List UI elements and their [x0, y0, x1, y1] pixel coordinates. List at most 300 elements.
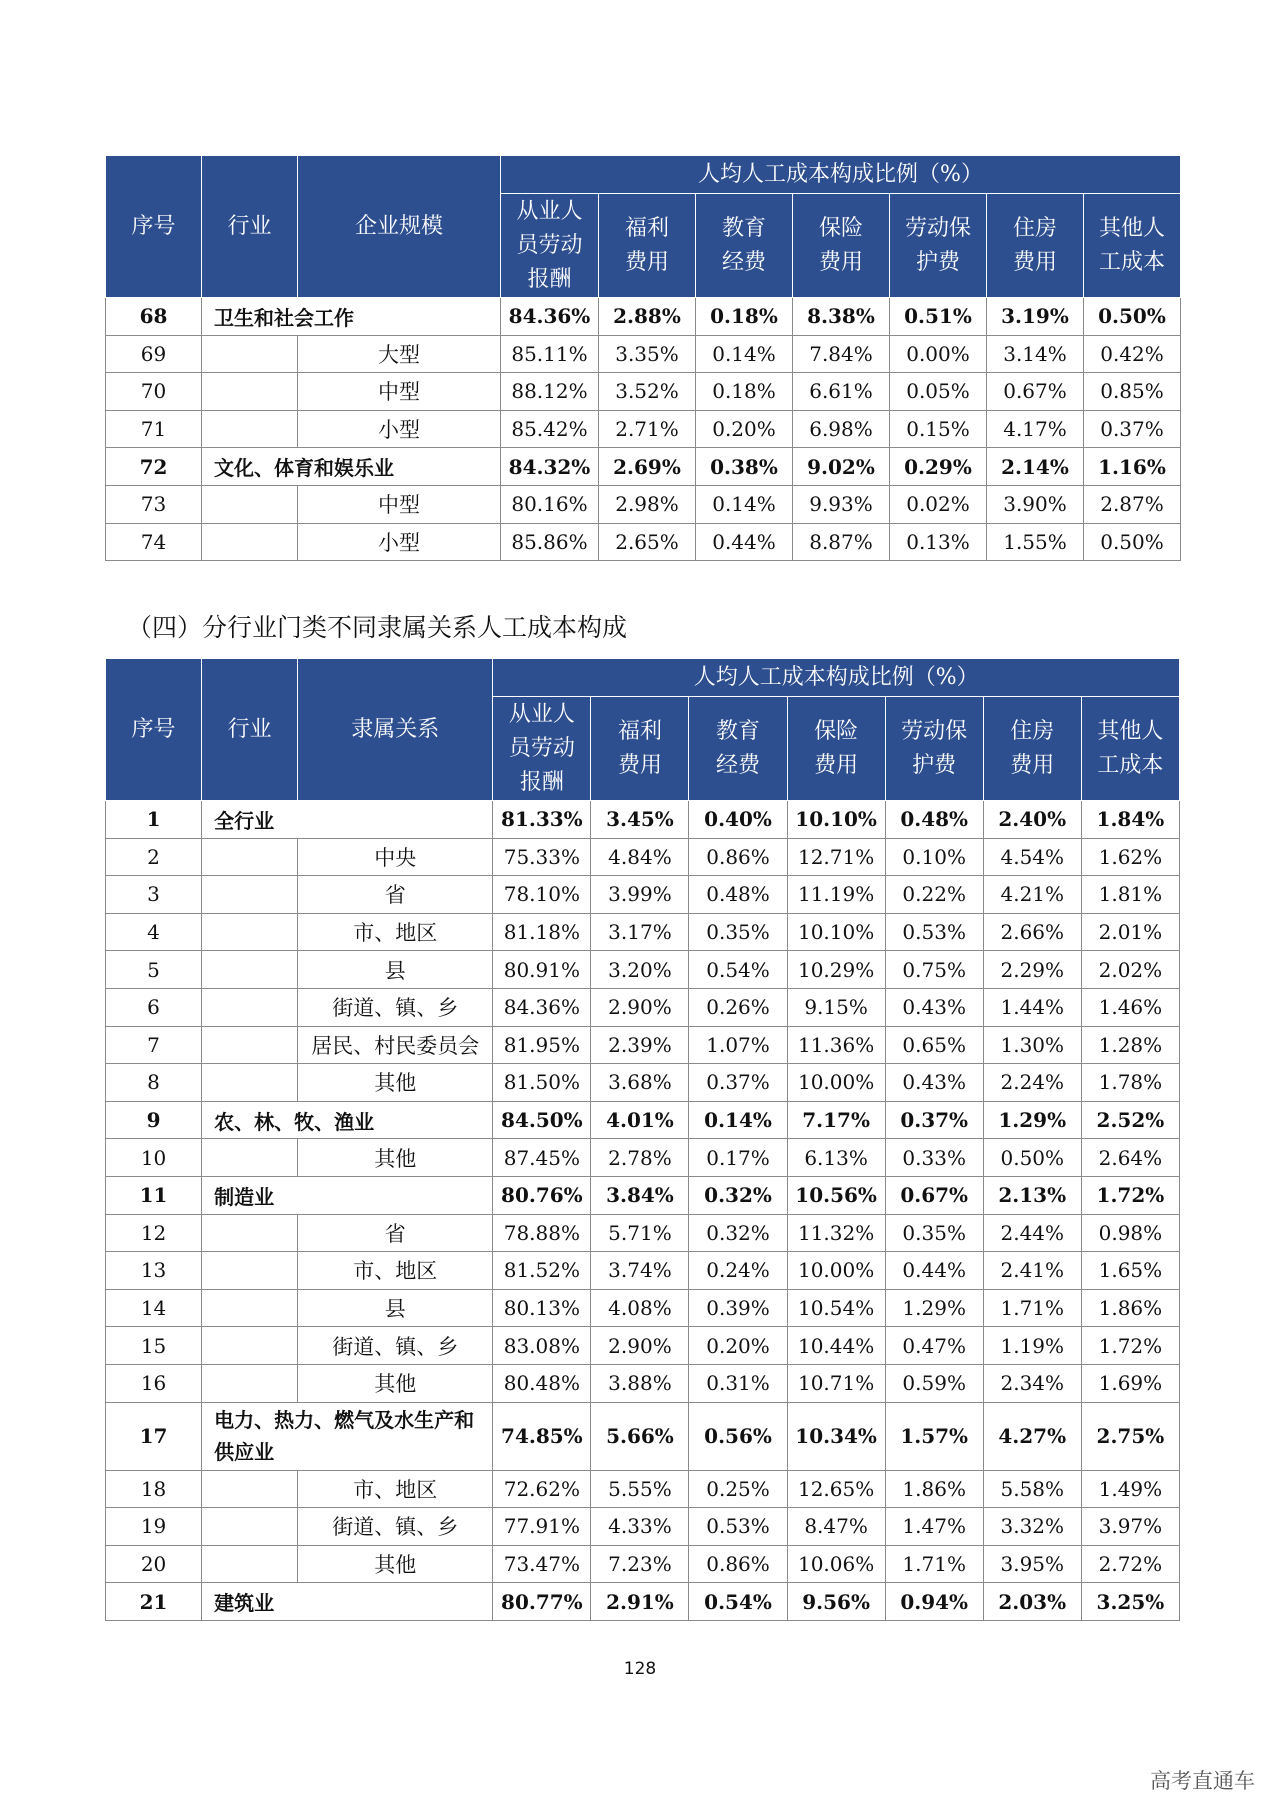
value-cell: 1.78% [1081, 1064, 1179, 1102]
column-header [787, 697, 885, 801]
table-row [106, 1289, 1180, 1327]
value-cell: 0.05% [890, 373, 987, 411]
value-cell: 83.08% [493, 1327, 591, 1365]
column-header-line: 劳动保 [901, 718, 968, 744]
industry-header: 行业 [202, 659, 298, 801]
column-header-line: 报酬 [527, 266, 572, 292]
value-cell: 1.57% [885, 1402, 983, 1470]
seq-cell: 17 [106, 1402, 202, 1470]
value-cell: 3.20% [591, 951, 689, 989]
column-header-line: 从业人 [508, 701, 575, 727]
value-cell: 0.67% [987, 373, 1084, 411]
value-cell: 1.19% [983, 1327, 1081, 1365]
value-cell: 10.44% [787, 1327, 885, 1365]
value-cell: 84.36% [493, 988, 591, 1026]
value-cell: 0.67% [885, 1176, 983, 1214]
sub-category-cell: 省 [298, 1214, 493, 1252]
column-header-line: 费用 [1012, 249, 1057, 275]
value-cell: 0.37% [689, 1064, 787, 1102]
value-cell: 4.54% [983, 838, 1081, 876]
value-cell: 0.39% [689, 1289, 787, 1327]
value-cell: 2.78% [591, 1139, 689, 1177]
value-cell: 5.58% [983, 1470, 1081, 1508]
industry-cell [202, 1364, 298, 1402]
value-cell: 80.16% [501, 485, 599, 523]
value-cell: 9.15% [787, 988, 885, 1026]
sub-category-cell: 市、地区 [298, 1470, 493, 1508]
value-cell: 0.86% [689, 1545, 787, 1583]
value-cell: 3.88% [591, 1364, 689, 1402]
value-cell: 2.39% [591, 1026, 689, 1064]
table-row [106, 1252, 1180, 1290]
value-cell: 11.19% [787, 876, 885, 914]
value-cell: 4.27% [983, 1402, 1081, 1470]
column-header [793, 194, 890, 298]
value-cell: 1.81% [1081, 876, 1179, 914]
value-cell: 2.34% [983, 1364, 1081, 1402]
value-cell: 0.47% [885, 1327, 983, 1365]
value-cell: 2.24% [983, 1064, 1081, 1102]
seq-cell: 11 [106, 1176, 202, 1214]
value-cell: 0.32% [689, 1214, 787, 1252]
value-cell: 0.65% [885, 1026, 983, 1064]
table-row [106, 335, 1181, 373]
value-cell: 2.87% [1084, 485, 1181, 523]
value-cell: 6.98% [793, 410, 890, 448]
value-cell: 0.14% [689, 1101, 787, 1139]
sub-category-cell: 县 [298, 951, 493, 989]
value-cell: 10.71% [787, 1364, 885, 1402]
seq-header: 序号 [106, 659, 202, 801]
value-cell: 1.72% [1081, 1176, 1179, 1214]
column-header [983, 697, 1081, 801]
value-cell: 1.86% [1081, 1289, 1179, 1327]
industry-cell [202, 1139, 298, 1177]
value-cell: 1.30% [983, 1026, 1081, 1064]
seq-cell: 8 [106, 1064, 202, 1102]
value-cell: 0.59% [885, 1364, 983, 1402]
value-cell: 9.56% [787, 1583, 885, 1621]
value-cell: 84.36% [501, 298, 599, 336]
value-cell: 0.50% [1084, 298, 1181, 336]
sub-category-cell: 中央 [298, 838, 493, 876]
industry-cell [202, 523, 298, 561]
value-cell: 10.10% [787, 913, 885, 951]
value-cell: 3.17% [591, 913, 689, 951]
value-cell: 0.38% [696, 448, 793, 486]
sub-category-cell: 街道、镇、乡 [298, 1508, 493, 1546]
value-cell: 0.35% [885, 1214, 983, 1252]
value-cell: 4.01% [591, 1101, 689, 1139]
value-cell: 10.06% [787, 1545, 885, 1583]
value-cell: 1.69% [1081, 1364, 1179, 1402]
value-cell: 85.86% [501, 523, 599, 561]
column-header [890, 194, 987, 298]
value-cell: 3.35% [599, 335, 696, 373]
value-cell: 75.33% [493, 838, 591, 876]
value-cell: 1.47% [885, 1508, 983, 1546]
industry-cell: 建筑业 [202, 1583, 493, 1621]
industry-cell [202, 410, 298, 448]
value-cell: 0.54% [689, 1583, 787, 1621]
table-row [106, 1101, 1180, 1139]
value-cell: 0.50% [1084, 523, 1181, 561]
value-cell: 4.21% [983, 876, 1081, 914]
value-cell: 0.43% [885, 988, 983, 1026]
value-cell: 0.53% [689, 1508, 787, 1546]
value-cell: 87.45% [493, 1139, 591, 1177]
seq-cell: 6 [106, 988, 202, 1026]
value-cell: 0.75% [885, 951, 983, 989]
value-cell: 2.03% [983, 1583, 1081, 1621]
value-cell: 3.97% [1081, 1508, 1179, 1546]
value-cell: 0.26% [689, 988, 787, 1026]
industry-cell [202, 1470, 298, 1508]
seq-cell: 20 [106, 1545, 202, 1583]
column-header-line: 教育 [716, 718, 761, 744]
value-cell: 0.42% [1084, 335, 1181, 373]
value-cell: 2.13% [983, 1176, 1081, 1214]
column-header-line: 工成本 [1097, 752, 1164, 778]
seq-cell: 73 [106, 485, 202, 523]
industry-cell [202, 1289, 298, 1327]
affiliation-header: 隶属关系 [298, 659, 493, 801]
value-cell: 3.68% [591, 1064, 689, 1102]
value-cell: 85.11% [501, 335, 599, 373]
sub-category-cell: 县 [298, 1289, 493, 1327]
value-cell: 0.37% [885, 1101, 983, 1139]
value-cell: 0.32% [689, 1176, 787, 1214]
column-header-line: 从业人 [516, 198, 583, 224]
value-cell: 2.44% [983, 1214, 1081, 1252]
seq-cell: 9 [106, 1101, 202, 1139]
value-cell: 0.37% [1084, 410, 1181, 448]
value-cell: 0.40% [689, 801, 787, 839]
table-row [106, 410, 1181, 448]
value-cell: 10.10% [787, 801, 885, 839]
industry-header: 行业 [202, 156, 298, 298]
value-cell: 2.41% [983, 1252, 1081, 1290]
industry-cell [202, 1252, 298, 1290]
value-cell: 0.48% [689, 876, 787, 914]
sub-category-cell: 市、地区 [298, 913, 493, 951]
value-cell: 4.17% [987, 410, 1084, 448]
value-cell: 0.22% [885, 876, 983, 914]
value-cell: 10.29% [787, 951, 885, 989]
seq-cell: 68 [106, 298, 202, 336]
value-cell: 0.15% [890, 410, 987, 448]
value-cell: 5.55% [591, 1470, 689, 1508]
labor-cost-by-affiliation-table [105, 658, 1180, 1621]
table-row [106, 373, 1181, 411]
table-header [106, 659, 1180, 801]
value-cell: 0.20% [696, 410, 793, 448]
value-cell: 3.45% [591, 801, 689, 839]
value-cell: 8.47% [787, 1508, 885, 1546]
value-cell: 1.65% [1081, 1252, 1179, 1290]
seq-header: 序号 [106, 156, 202, 298]
sub-category-cell: 小型 [298, 523, 501, 561]
column-header [591, 697, 689, 801]
value-cell: 0.20% [689, 1327, 787, 1365]
sub-category-cell: 居民、村民委员会 [298, 1026, 493, 1064]
industry-cell [202, 876, 298, 914]
value-cell: 0.13% [890, 523, 987, 561]
value-cell: 1.28% [1081, 1026, 1179, 1064]
column-header-line: 工成本 [1098, 249, 1165, 275]
column-header [1084, 194, 1181, 298]
column-header-line: 护费 [915, 249, 960, 275]
value-cell: 7.17% [787, 1101, 885, 1139]
column-header [493, 697, 591, 801]
value-cell: 3.95% [983, 1545, 1081, 1583]
value-cell: 0.53% [885, 913, 983, 951]
value-cell: 5.66% [591, 1402, 689, 1470]
watermark: 高考直通车 [1150, 1769, 1255, 1793]
value-cell: 1.29% [983, 1101, 1081, 1139]
value-cell: 74.85% [493, 1402, 591, 1470]
industry-cell [202, 1545, 298, 1583]
seq-cell: 10 [106, 1139, 202, 1177]
value-cell: 88.12% [501, 373, 599, 411]
value-cell: 0.51% [890, 298, 987, 336]
column-header-line: 费用 [1010, 752, 1055, 778]
table-row [106, 1026, 1180, 1064]
value-cell: 2.88% [599, 298, 696, 336]
sub-category-cell: 其他 [298, 1364, 493, 1402]
value-cell: 0.43% [885, 1064, 983, 1102]
value-cell: 0.48% [885, 801, 983, 839]
value-cell: 3.84% [591, 1176, 689, 1214]
value-cell: 2.75% [1081, 1402, 1179, 1470]
sub-category-cell: 其他 [298, 1139, 493, 1177]
value-cell: 80.13% [493, 1289, 591, 1327]
column-header [696, 194, 793, 298]
value-cell: 80.76% [493, 1176, 591, 1214]
value-cell: 2.91% [591, 1583, 689, 1621]
value-cell: 0.50% [983, 1139, 1081, 1177]
page-number: 128 [623, 1659, 657, 1679]
value-cell: 5.71% [591, 1214, 689, 1252]
table-header [106, 156, 1181, 298]
value-cell: 2.90% [591, 988, 689, 1026]
column-header-line: 费用 [617, 752, 662, 778]
column-header-line: 其他人 [1098, 215, 1165, 241]
sub-category-cell: 小型 [298, 410, 501, 448]
value-cell: 85.42% [501, 410, 599, 448]
value-cell: 1.44% [983, 988, 1081, 1026]
value-cell: 4.33% [591, 1508, 689, 1546]
column-header-line: 保险 [814, 718, 859, 744]
seq-cell: 69 [106, 335, 202, 373]
industry-cell [202, 1214, 298, 1252]
sub-category-cell: 其他 [298, 1064, 493, 1102]
seq-cell: 71 [106, 410, 202, 448]
value-cell: 2.90% [591, 1327, 689, 1365]
value-cell: 0.31% [689, 1364, 787, 1402]
value-cell: 81.18% [493, 913, 591, 951]
value-cell: 10.00% [787, 1252, 885, 1290]
seq-cell: 18 [106, 1470, 202, 1508]
seq-cell: 19 [106, 1508, 202, 1546]
seq-cell: 21 [106, 1583, 202, 1621]
value-cell: 1.07% [689, 1026, 787, 1064]
sub-category-cell: 中型 [298, 485, 501, 523]
value-cell: 73.47% [493, 1545, 591, 1583]
column-header-line: 住房 [1010, 718, 1055, 744]
value-cell: 3.74% [591, 1252, 689, 1290]
value-cell: 11.32% [787, 1214, 885, 1252]
value-cell: 81.50% [493, 1064, 591, 1102]
table-row [106, 1064, 1180, 1102]
value-cell: 7.23% [591, 1545, 689, 1583]
value-cell: 0.86% [689, 838, 787, 876]
enterprise-size-header: 企业规模 [298, 156, 501, 298]
industry-cell [202, 1026, 298, 1064]
value-cell: 80.77% [493, 1583, 591, 1621]
industry-cell [202, 838, 298, 876]
table-row [106, 801, 1180, 839]
value-cell: 84.50% [493, 1101, 591, 1139]
value-cell: 81.33% [493, 801, 591, 839]
value-cell: 4.08% [591, 1289, 689, 1327]
industry-cell: 制造业 [202, 1176, 493, 1214]
column-header-line: 费用 [624, 249, 669, 275]
seq-cell: 1 [106, 801, 202, 839]
value-cell: 3.90% [987, 485, 1084, 523]
value-cell: 3.32% [983, 1508, 1081, 1546]
table-row [106, 1364, 1180, 1402]
seq-cell: 2 [106, 838, 202, 876]
column-header [885, 697, 983, 801]
industry-cell [202, 335, 298, 373]
value-cell: 1.16% [1084, 448, 1181, 486]
column-header-line: 员劳动 [516, 232, 583, 258]
sub-category-cell: 街道、镇、乡 [298, 1327, 493, 1365]
value-cell: 0.10% [885, 838, 983, 876]
value-cell: 72.62% [493, 1470, 591, 1508]
table-row [106, 838, 1180, 876]
column-header-line: 护费 [912, 752, 957, 778]
value-cell: 1.86% [885, 1470, 983, 1508]
table-row [106, 1508, 1180, 1546]
value-cell: 0.14% [696, 485, 793, 523]
value-cell: 1.72% [1081, 1327, 1179, 1365]
value-cell: 1.55% [987, 523, 1084, 561]
value-cell: 2.64% [1081, 1139, 1179, 1177]
value-cell: 6.61% [793, 373, 890, 411]
value-cell: 12.71% [787, 838, 885, 876]
column-header [987, 194, 1084, 298]
table-row [106, 1402, 1180, 1470]
seq-cell: 13 [106, 1252, 202, 1290]
value-cell: 0.35% [689, 913, 787, 951]
group-header: 人均人工成本构成比例（%） [501, 156, 1181, 194]
industry-cell [202, 1064, 298, 1102]
value-cell: 2.66% [983, 913, 1081, 951]
value-cell: 2.29% [983, 951, 1081, 989]
table-row [106, 1139, 1180, 1177]
value-cell: 0.44% [696, 523, 793, 561]
value-cell: 2.69% [599, 448, 696, 486]
industry-cell [202, 485, 298, 523]
value-cell: 84.32% [501, 448, 599, 486]
sub-category-cell: 其他 [298, 1545, 493, 1583]
value-cell: 80.48% [493, 1364, 591, 1402]
column-header-line: 其他人 [1097, 718, 1164, 744]
industry-cell: 卫生和社会工作 [202, 298, 501, 336]
industry-cell: 电力、热力、燃气及水生产和供应业 [202, 1402, 493, 1470]
value-cell: 0.18% [696, 373, 793, 411]
seq-cell: 3 [106, 876, 202, 914]
labor-cost-by-enterprise-size-table [105, 155, 1181, 561]
value-cell: 1.46% [1081, 988, 1179, 1026]
value-cell: 80.91% [493, 951, 591, 989]
industry-cell [202, 951, 298, 989]
seq-cell: 16 [106, 1364, 202, 1402]
industry-cell [202, 373, 298, 411]
value-cell: 9.93% [793, 485, 890, 523]
value-cell: 2.98% [599, 485, 696, 523]
value-cell: 81.52% [493, 1252, 591, 1290]
value-cell: 2.52% [1081, 1101, 1179, 1139]
sub-category-cell: 省 [298, 876, 493, 914]
value-cell: 1.71% [983, 1289, 1081, 1327]
column-header-line: 保险 [818, 215, 863, 241]
value-cell: 10.54% [787, 1289, 885, 1327]
value-cell: 2.72% [1081, 1545, 1179, 1583]
industry-cell [202, 913, 298, 951]
table-row [106, 951, 1180, 989]
value-cell: 78.88% [493, 1214, 591, 1252]
sub-category-cell: 大型 [298, 335, 501, 373]
value-cell: 81.95% [493, 1026, 591, 1064]
table-row [106, 988, 1180, 1026]
value-cell: 11.36% [787, 1026, 885, 1064]
value-cell: 77.91% [493, 1508, 591, 1546]
value-cell: 9.02% [793, 448, 890, 486]
value-cell: 3.25% [1081, 1583, 1179, 1621]
column-header [689, 697, 787, 801]
sub-category-cell: 市、地区 [298, 1252, 493, 1290]
group-header: 人均人工成本构成比例（%） [493, 659, 1180, 697]
column-header-line: 福利 [624, 215, 669, 241]
value-cell: 6.13% [787, 1139, 885, 1177]
table-row [106, 523, 1181, 561]
column-header [1081, 697, 1179, 801]
value-cell: 1.62% [1081, 838, 1179, 876]
table-row [106, 913, 1180, 951]
column-header-line: 住房 [1012, 215, 1057, 241]
value-cell: 0.54% [689, 951, 787, 989]
column-header [599, 194, 696, 298]
value-cell: 2.14% [987, 448, 1084, 486]
column-header-line: 经费 [721, 249, 766, 275]
value-cell: 1.84% [1081, 801, 1179, 839]
value-cell: 2.71% [599, 410, 696, 448]
sub-category-cell: 中型 [298, 373, 501, 411]
value-cell: 0.33% [885, 1139, 983, 1177]
industry-cell: 全行业 [202, 801, 493, 839]
value-cell: 78.10% [493, 876, 591, 914]
table-row [106, 448, 1181, 486]
value-cell: 3.14% [987, 335, 1084, 373]
column-header-line: 费用 [818, 249, 863, 275]
table-row [106, 485, 1181, 523]
seq-cell: 5 [106, 951, 202, 989]
table-row [106, 876, 1180, 914]
industry-cell [202, 1327, 298, 1365]
